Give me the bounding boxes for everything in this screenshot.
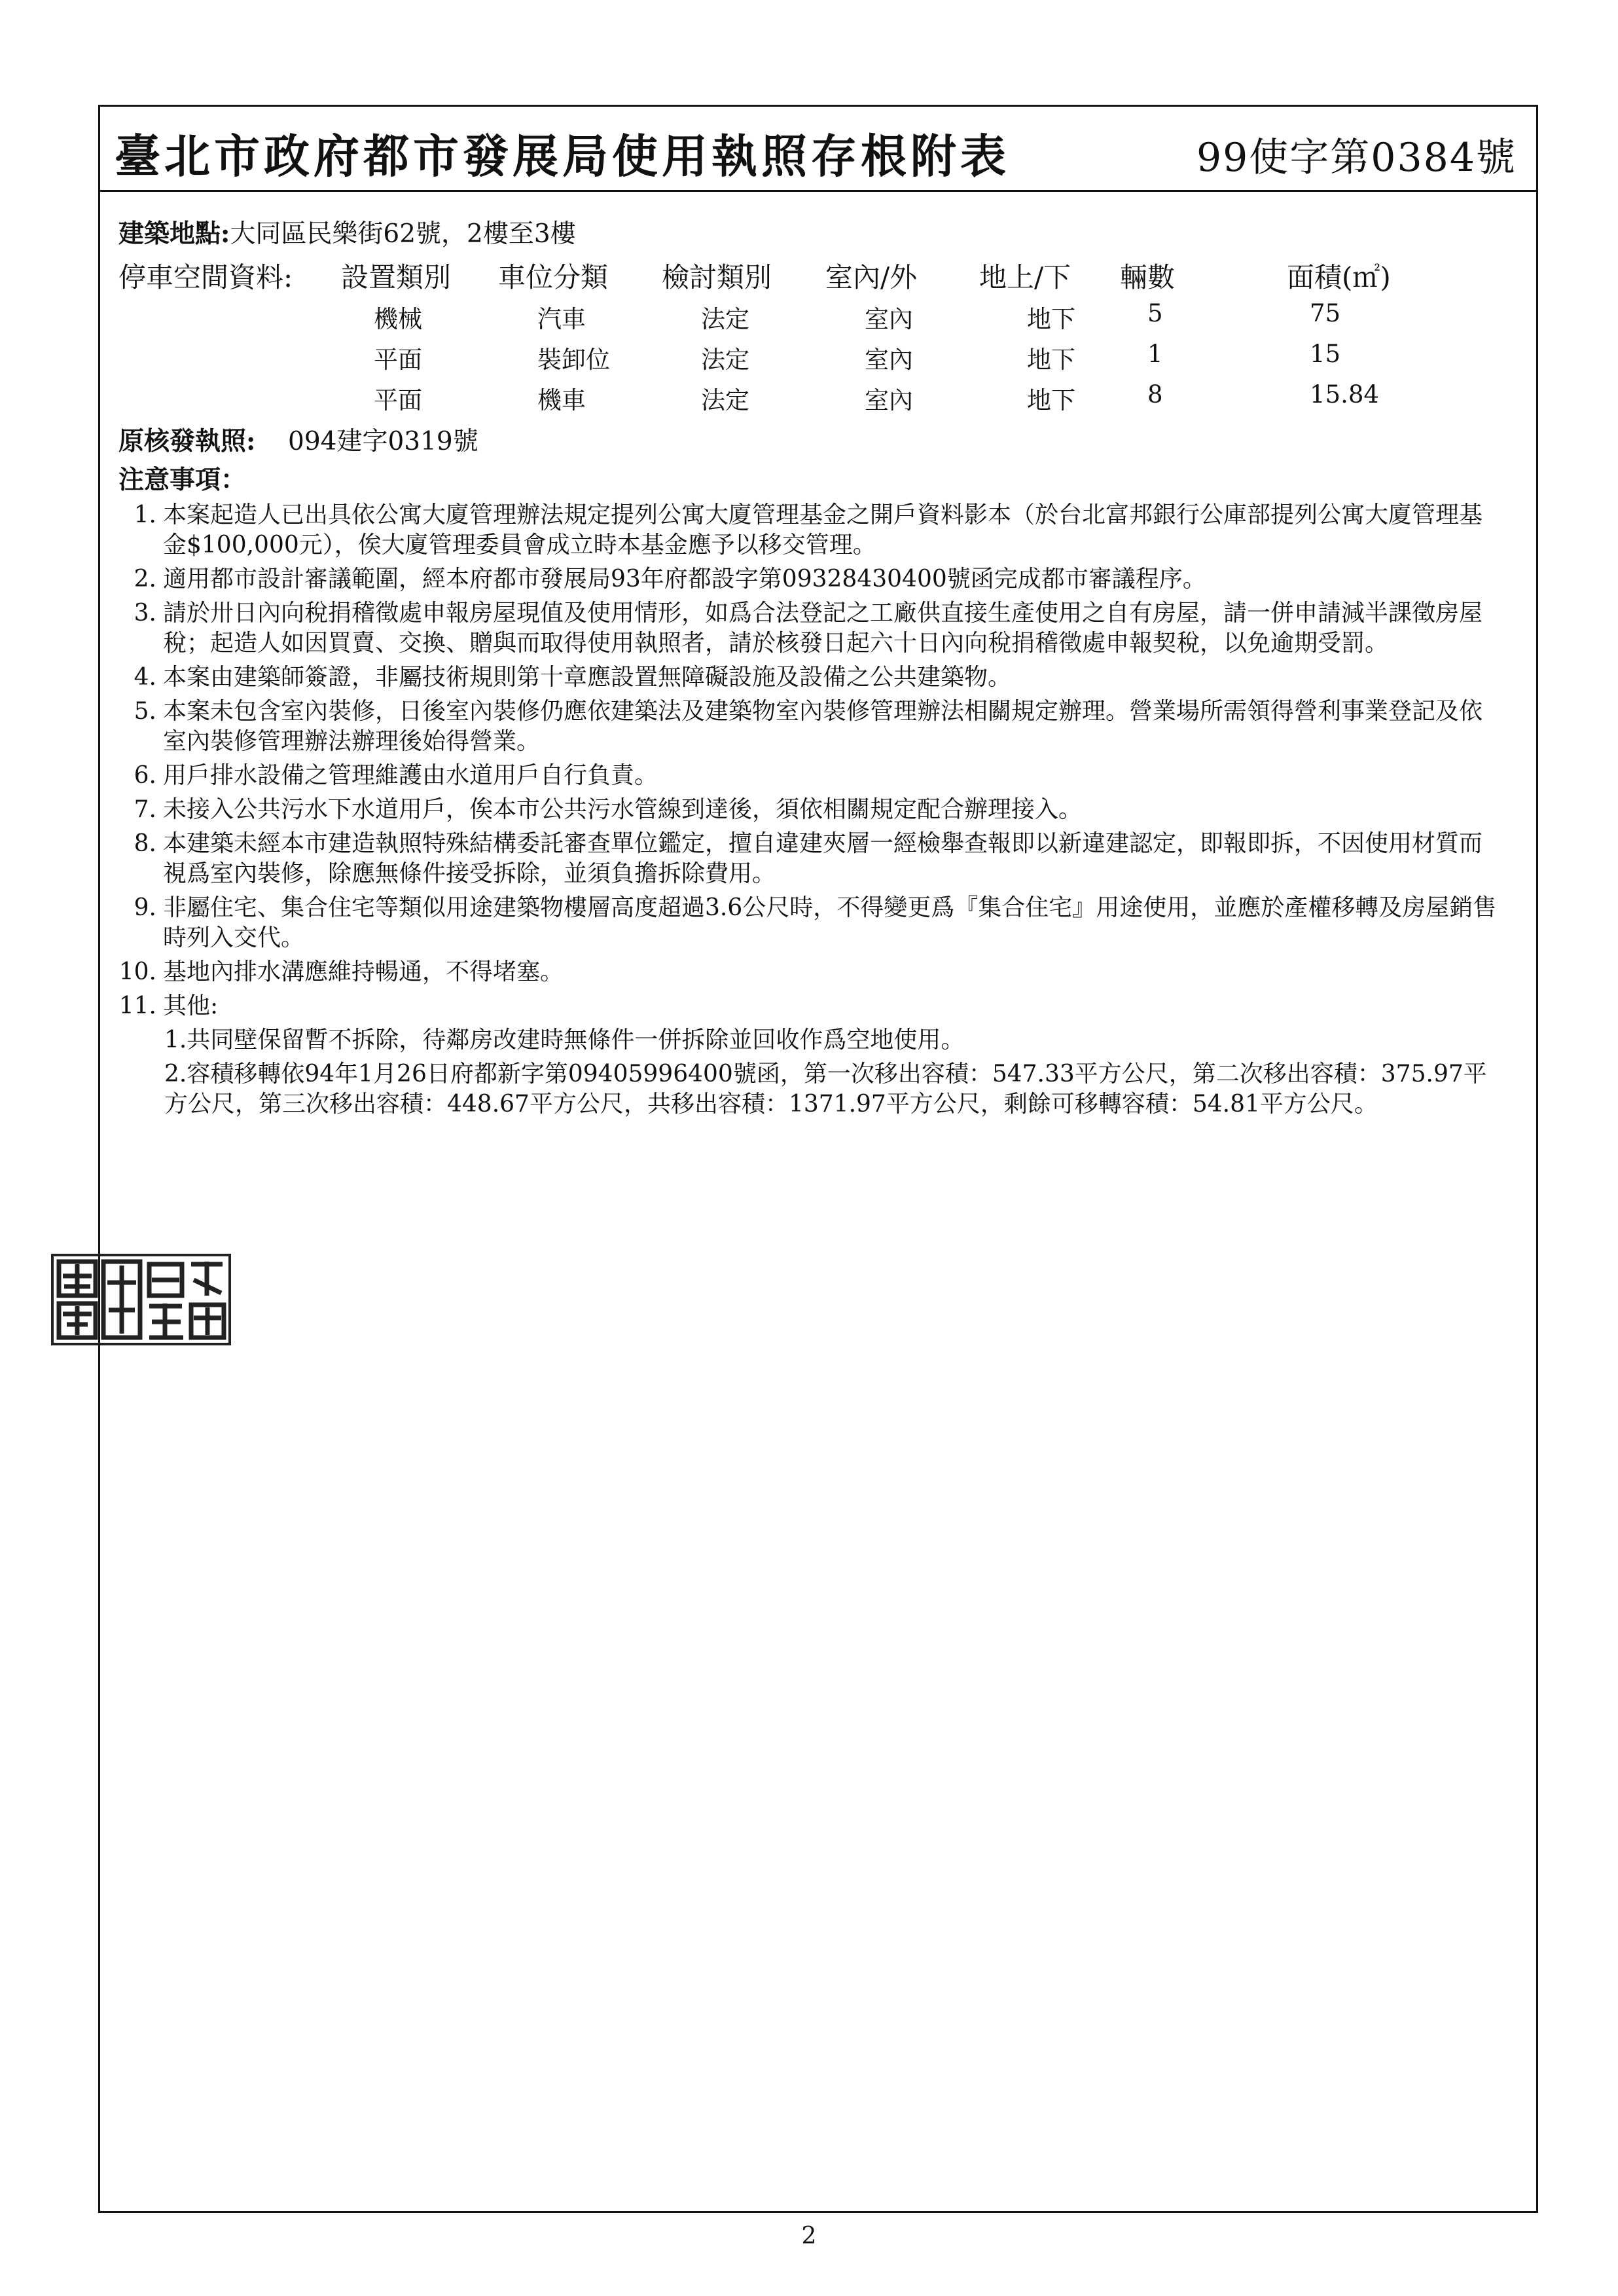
- note-number: 9.: [134, 894, 156, 921]
- col-review-class: 檢討類別: [662, 261, 772, 293]
- col-above-below: 地上/下: [979, 261, 1071, 293]
- cell: 地下: [1027, 346, 1075, 374]
- cell: 1: [1147, 340, 1163, 368]
- note-number: 7.: [134, 796, 156, 823]
- note-text: 本案由建築師簽證，非屬技術規則第十章應設置無障礙設施及設備之公共建築物。: [163, 664, 1012, 691]
- note-number: 3.: [134, 600, 156, 627]
- cell: 法定: [701, 346, 749, 374]
- note-item: [118, 564, 1519, 594]
- document-title: 臺北市政府都市發展局使用執照存根附表: [115, 129, 1010, 183]
- site-label: 建築地點:: [118, 219, 230, 249]
- parking-label: 停車空間資料:: [118, 261, 293, 293]
- document-body: [118, 215, 1519, 1123]
- note-item: [118, 761, 1519, 791]
- note-number: 8.: [134, 830, 156, 857]
- cell: 15: [1310, 340, 1341, 368]
- note-number: 4.: [134, 664, 156, 691]
- note-text: 未接入公共污水下水道用戶，俟本市公共污水管線到達後，須依相關規定配合辦理接入。: [163, 796, 1083, 823]
- parking-row: [118, 294, 1519, 335]
- official-seal-stamp: [51, 1254, 231, 1345]
- note-text: 本案起造人已出具依公寓大廈管理辦法規定提列公寓大廈管理基金之開戶資料影本（於台北富邦銀行公庫部提列公寓大廈管理基金$100,000元），俟大廈管理委員會成立時本基金應予以移交管理。: [163, 501, 1483, 558]
- cell: 機車: [537, 386, 586, 414]
- note-text: 請於卅日內向稅捐稽徵處申報房屋現值及使用情形，如爲合法登記之工廠供直接生產使用之自有房屋，請一併申請減半課徵房屋稅；起造人如因買賣、交換、贈與而取得使用執照者，請於核發日起六十日內向稅捐稽徵處申報契稅，以免逾期受罰。: [163, 600, 1483, 657]
- note-text: 其他:: [163, 993, 219, 1019]
- note-text: 本案未包含室內裝修，日後室內裝修仍應依建築法及建築物室內裝修管理辦法相關規定辦理。營業場所需領得營利事業登記及依室內裝修管理辦法辦理後始得營業。: [163, 698, 1483, 755]
- cell: 地下: [1027, 386, 1075, 414]
- cell: 平面: [374, 346, 422, 374]
- cell: 15.84: [1310, 380, 1379, 409]
- note-sub-item: 1.共同壁保留暫不拆除，待鄰房改建時無條件一併拆除並回收作爲空地使用。: [164, 1027, 965, 1053]
- col-count: 輛數: [1120, 261, 1176, 293]
- parking-row: [118, 335, 1519, 375]
- note-sub-item: 2.容積移轉依94年1月26日府都新字第09405996400號函，第一次移出容積：547.33平方公尺，第二次移出容積：375.97平方公尺，第三次移出容積：448.67平方公尺，共移出容積：1371.97平方公尺，剩餘可移轉容積：54.81平方公尺。: [164, 1061, 1487, 1118]
- note-number: 10.: [118, 958, 156, 985]
- col-space-class: 車位分類: [498, 261, 609, 293]
- cell: 室內: [865, 305, 913, 333]
- note-number: 5.: [134, 698, 156, 725]
- note-number: 2.: [134, 566, 156, 592]
- title-bar: [100, 107, 1536, 192]
- note-item: [118, 893, 1519, 953]
- parking-header: [118, 253, 1519, 294]
- note-number: 6.: [134, 762, 156, 789]
- note-number: 1.: [134, 501, 156, 528]
- col-setup-type: 設置類別: [341, 261, 452, 293]
- notes-heading: 注意事項：: [118, 465, 247, 495]
- cell: 機械: [374, 305, 422, 333]
- note-item: [118, 829, 1519, 889]
- cell: 75: [1310, 299, 1341, 327]
- note-item: [118, 598, 1519, 659]
- cell: 室內: [865, 346, 913, 374]
- cell: 5: [1147, 299, 1163, 327]
- note-text: 基地內排水溝應維持暢通，不得堵塞。: [163, 958, 564, 985]
- note-text: 用戶排水設備之管理維護由水道用戶自行負責。: [163, 762, 658, 789]
- note-item: [118, 795, 1519, 825]
- col-area: 面積(㎡): [1287, 261, 1391, 293]
- note-item: [118, 500, 1519, 560]
- note-text: 適用都市設計審議範圍，經本府都市發展局93年府都設字第09328430400號函完成都市審議程序。: [163, 566, 1206, 592]
- parking-row: [118, 375, 1519, 416]
- seal-icon: [54, 1256, 228, 1343]
- notes-list: [118, 500, 1519, 1120]
- cell: 裝卸位: [537, 346, 610, 374]
- cell: 室內: [865, 386, 913, 414]
- col-indoor-outdoor: 室內/外: [825, 261, 918, 293]
- note-text: 本建築未經本市建造執照特殊結構委託審查單位鑑定，擅自違建夾層一經檢舉查報即以新違建認定，即報即拆，不因使用材質而視爲室內裝修，除應無條件接受拆除，並須負擔拆除費用。: [163, 830, 1483, 887]
- note-item: [118, 991, 1519, 1021]
- cell: 法定: [701, 305, 749, 333]
- cell: 地下: [1027, 305, 1075, 333]
- original-license-value: 094建字0319號: [288, 427, 478, 456]
- cell: 法定: [701, 386, 749, 414]
- cell: 8: [1147, 380, 1163, 409]
- cell: 汽車: [537, 305, 586, 333]
- note-number: 11.: [118, 993, 156, 1019]
- site-line: [118, 215, 1519, 253]
- document-frame: [98, 105, 1538, 2213]
- note-text: 非屬住宅、集合住宅等類似用途建築物樓層高度超過3.6公尺時，不得變更爲『集合住宅』用途使用，並應於產權移轉及房屋銷售時列入交代。: [163, 894, 1497, 951]
- original-license-label: 原核發執照:: [118, 426, 256, 456]
- note-item: [118, 697, 1519, 757]
- permit-number: 99使字第0384號: [1196, 135, 1517, 181]
- site-value: 大同區民樂街62號，2樓至3樓: [230, 219, 576, 249]
- note-item: [118, 663, 1519, 693]
- original-license-line: [118, 422, 1519, 461]
- note-item: [118, 957, 1519, 987]
- page-number: 2: [801, 2223, 817, 2250]
- cell: 平面: [374, 386, 422, 414]
